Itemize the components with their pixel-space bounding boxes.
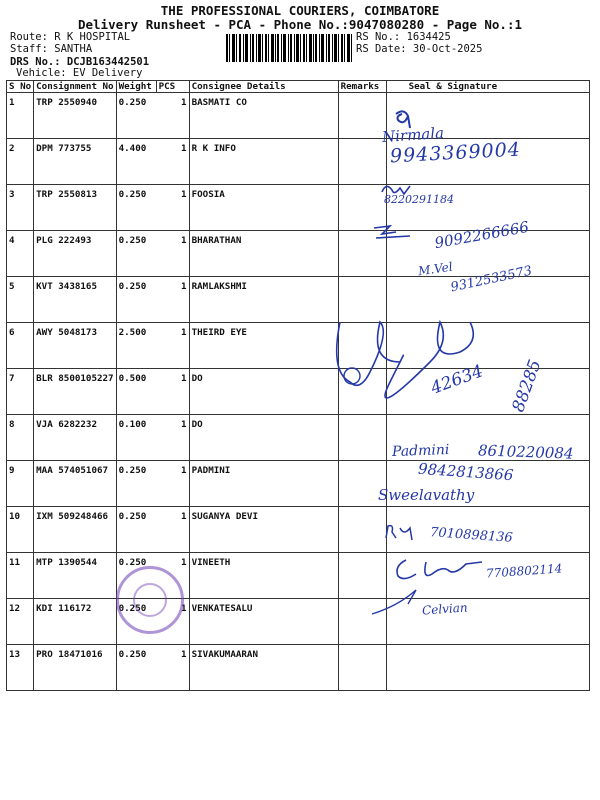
- row-consignee: VENKATESALU: [189, 599, 338, 645]
- row-weight: 0.100: [116, 415, 156, 461]
- drs-number: DRS No.: DCJB163442501: [10, 56, 150, 68]
- handwritten-name: Nirmala: [381, 123, 445, 147]
- row-consignment-no: MAA 574051067: [34, 461, 116, 507]
- row-sno: 2: [7, 139, 34, 185]
- row-remarks: [338, 645, 386, 691]
- row-remarks: [338, 93, 386, 139]
- row-consignment-no: VJA 6282232: [34, 415, 116, 461]
- row-weight: 0.500: [116, 369, 156, 415]
- row-consignee: BHARATHAN: [189, 231, 338, 277]
- row-pcs: 1: [156, 231, 189, 277]
- row-sno: 13: [7, 645, 34, 691]
- handwritten-name: Sweelavathy: [378, 486, 475, 504]
- signature-row4: [370, 220, 414, 246]
- row-sno: 4: [7, 231, 34, 277]
- row-pcs: 1: [156, 93, 189, 139]
- row-weight: 0.250: [116, 461, 156, 507]
- row-remarks: [338, 507, 386, 553]
- vehicle-label: Vehicle: EV Delivery: [16, 67, 143, 79]
- row-sno: 7: [7, 369, 34, 415]
- row-consignment-no: PRO 18471016: [34, 645, 116, 691]
- row-sno: 12: [7, 599, 34, 645]
- row-consignment-no: KDI 116172: [34, 599, 116, 645]
- row-pcs: 1: [156, 139, 189, 185]
- row-sno: 1: [7, 93, 34, 139]
- handwritten-phone-part: 42634: [428, 361, 486, 399]
- handwritten-name: Celvian: [421, 600, 469, 618]
- row-pcs: 1: [156, 369, 189, 415]
- row-signature: [386, 645, 589, 691]
- row-pcs: 1: [156, 553, 189, 599]
- handwritten-phone: 9943369004: [389, 138, 522, 168]
- row-consignment-no: IXM 509248466: [34, 507, 116, 553]
- row-consignee: RAMLAKSHMI: [189, 277, 338, 323]
- row-consignee: VINEETH: [189, 553, 338, 599]
- row-weight: 0.250: [116, 645, 156, 691]
- row-consignment-no: TRP 2550940: [34, 93, 116, 139]
- row-pcs: 1: [156, 461, 189, 507]
- col-consignment: Consignment No: [34, 81, 116, 93]
- row-consignment-no: TRP 2550813: [34, 185, 116, 231]
- row-remarks: [338, 139, 386, 185]
- row-sno: 9: [7, 461, 34, 507]
- rs-date: RS Date: 30-Oct-2025: [356, 43, 483, 55]
- handwritten-phone: 7010898136: [429, 525, 514, 546]
- row-consignment-no: MTP 1390544: [34, 553, 116, 599]
- row-weight: 2.500: [116, 323, 156, 369]
- row-consignee: THEIRD EYE: [189, 323, 338, 369]
- row-consignment-no: BLR 8500105227: [34, 369, 116, 415]
- row-weight: 0.250: [116, 185, 156, 231]
- row-pcs: 1: [156, 185, 189, 231]
- handwritten-phone: 8220291184: [384, 193, 454, 206]
- table-row: [7, 599, 590, 645]
- col-consignee: Consignee Details: [189, 81, 338, 93]
- row-consignee: SIVAKUMAARAN: [189, 645, 338, 691]
- route-label: Route: R K HOSPITAL: [10, 31, 131, 43]
- col-sno: S No: [7, 81, 34, 93]
- seal-stamp: [116, 566, 184, 634]
- table-header-row: [7, 81, 590, 93]
- signature-row12: [392, 552, 492, 588]
- row-consignee: FOOSIA: [189, 185, 338, 231]
- row-consignment-no: AWY 5048173: [34, 323, 116, 369]
- handwritten-phone: 9092266666: [433, 217, 531, 253]
- row-sno: 5: [7, 277, 34, 323]
- row-weight: 0.250: [116, 507, 156, 553]
- row-pcs: 1: [156, 415, 189, 461]
- row-consignee: DO: [189, 415, 338, 461]
- handwritten-phone: 8610220084: [477, 441, 574, 463]
- row-sno: 10: [7, 507, 34, 553]
- row-weight: 0.250: [116, 231, 156, 277]
- row-weight: 0.250: [116, 599, 156, 645]
- row-consignee: BASMATI CO: [189, 93, 338, 139]
- row-weight: 0.250: [116, 93, 156, 139]
- row-pcs: 1: [156, 507, 189, 553]
- row-sno: 11: [7, 553, 34, 599]
- row-consignee: PADMINI: [189, 461, 338, 507]
- row-weight: 0.250: [116, 553, 156, 599]
- table-row: [7, 645, 590, 691]
- handwritten-name: Padmini: [391, 442, 450, 460]
- row-pcs: 1: [156, 277, 189, 323]
- row-sno: 6: [7, 323, 34, 369]
- row-sno: 3: [7, 185, 34, 231]
- col-remarks: Remarks: [338, 81, 386, 93]
- table-row: [7, 93, 590, 139]
- handwritten-phone: 9312533573: [449, 263, 534, 296]
- staff-label: Staff: SANTHA: [10, 43, 93, 55]
- row-consignment-no: PLG 222493: [34, 231, 116, 277]
- runsheet-subtitle: Delivery Runsheet - PCA - Phone No.:9047080280 - Page No.:1: [77, 17, 522, 32]
- handwritten-phone: 7708802114: [485, 561, 563, 581]
- signature-row11: [382, 522, 422, 544]
- rs-number: RS No.: 1634425: [356, 31, 451, 43]
- row-pcs: 1: [156, 323, 189, 369]
- row-weight: 0.250: [116, 277, 156, 323]
- col-signature: Seal & Signature: [386, 81, 589, 93]
- row-consignee: R K INFO: [189, 139, 338, 185]
- row-pcs: 1: [156, 645, 189, 691]
- row-signature: [386, 185, 589, 231]
- col-pcs: PCS: [156, 81, 189, 93]
- col-weight: Weight: [116, 81, 156, 93]
- company-title: THE PROFESSIONAL COURIERS, COIMBATORE: [160, 3, 440, 18]
- row-pcs: 1: [156, 599, 189, 645]
- row-consignee: SUGANYA DEVI: [189, 507, 338, 553]
- handwritten-name: M.Vel: [417, 259, 454, 279]
- handwritten-phone-part: 88285: [508, 357, 546, 415]
- row-consignment-no: DPM 773755: [34, 139, 116, 185]
- row-consignee: DO: [189, 369, 338, 415]
- row-sno: 8: [7, 415, 34, 461]
- barcode: [226, 34, 352, 62]
- row-consignment-no: KVT 3438165: [34, 277, 116, 323]
- handwritten-phone: 9842813866: [417, 459, 514, 485]
- row-weight: 4.400: [116, 139, 156, 185]
